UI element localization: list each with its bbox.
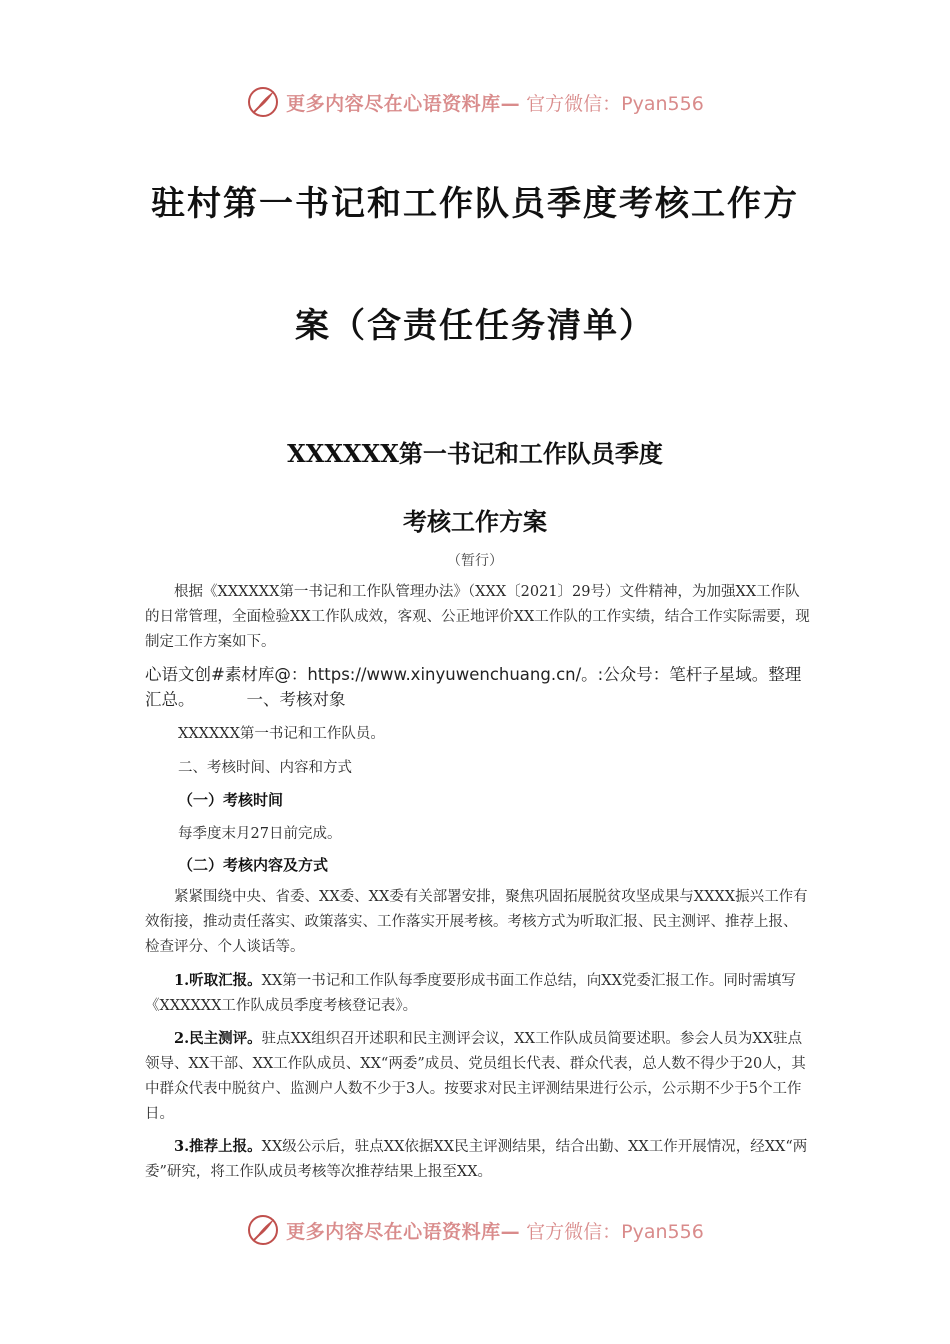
section1-content: XXXXXX第一书记和工作队员。 bbox=[178, 726, 385, 742]
subtitle-line2: 考核工作方案 bbox=[403, 507, 547, 536]
document-title-line2: 案（含责任任务清单） bbox=[295, 306, 655, 346]
item-lead-3: 3.推荐上报。 bbox=[174, 1138, 262, 1155]
subsection2-content: 紧紧围绕中央、省委、XX委、XX委有关部署安排，聚焦巩固拓展脱贫攻坚成果与XXXX振兴工作有效衔接，推动责任落实、政策落实、工作落实开展考核。考核方式为听取汇报、民主测评、推荐上报、检查评分、个人谈话等。 bbox=[145, 889, 808, 955]
watermark-right-text: 官方微信：Pyan556 bbox=[526, 92, 704, 115]
watermark-banner-bottom bbox=[0, 1210, 950, 1250]
subsection2-block bbox=[145, 885, 810, 960]
item-block-3 bbox=[145, 1134, 810, 1185]
section2-heading: 二、考核时间、内容和方式 bbox=[178, 760, 352, 776]
item-paragraph-3 bbox=[145, 1134, 810, 1185]
item-lead-2: 2.民主测评。 bbox=[174, 1030, 262, 1047]
watermark-left-text: 更多内容尽在心语资料库— bbox=[286, 92, 521, 115]
item-text-2: 驻点XX组织召开述职和民主测评会议，XX工作队成员简要述职。参会人员为XX驻点领导、XX干部、XX工作队成员、XX“两委”成员、党员组长代表、群众代表，总人数不得少于20人，其中群众代表中脱贫户、监测户人数不少于3人。按要求对民主评测结果进行公示，公示期不少于5个工作日。 bbox=[145, 1031, 806, 1122]
item-block-2 bbox=[145, 1026, 810, 1127]
item-text-3: XX级公示后，驻点XX依据XX民主评测结果，结合出勤、XX工作开展情况，经XX“两委”研究，将工作队成员考核等次推荐结果上报至XX。 bbox=[145, 1139, 808, 1180]
source-line bbox=[145, 662, 810, 712]
source-text: 心语文创#素材库@：https://www.xinyuwenchuang.cn/。:公众号：笔杆子星域。整理汇总。 bbox=[145, 665, 802, 709]
subsection1-content: 每季度末月27日前完成。 bbox=[178, 826, 342, 842]
quill-seal-icon bbox=[246, 1213, 280, 1247]
subsection1-heading: （一）考核时间 bbox=[178, 791, 284, 809]
item-block-1 bbox=[145, 968, 810, 1019]
quill-seal-icon bbox=[246, 85, 280, 119]
subtitle-line1: XXXXXX第一书记和工作队员季度 bbox=[287, 439, 663, 468]
item-text-1: XX第一书记和工作队每季度要形成书面工作总结，向XX党委汇报工作。同时需填写《XXXXXX工作队成员季度考核登记表》。 bbox=[145, 973, 796, 1014]
intro-paragraph-block bbox=[145, 580, 810, 655]
tentative-note: （暂行） bbox=[447, 553, 503, 569]
watermark-left-text: 更多内容尽在心语资料库— bbox=[286, 1220, 521, 1243]
intro-paragraph: 根据《XXXXXX第一书记和工作队管理办法》（XXX〔2021〕29号）文件精神，为加强XX工作队的日常管理，全面检验XX工作队成效，客观、公正地评价XX工作队的工作实绩，结合工作实际需要，现制定工作方案如下。 bbox=[145, 584, 810, 650]
watermark-banner-top bbox=[0, 82, 950, 122]
item-paragraph-2 bbox=[145, 1026, 810, 1127]
subsection2-heading: （二）考核内容及方式 bbox=[178, 856, 329, 874]
watermark-right-text: 官方微信：Pyan556 bbox=[526, 1220, 704, 1243]
item-paragraph-1 bbox=[145, 968, 810, 1019]
section1-heading: 一、考核对象 bbox=[246, 690, 346, 709]
document-title-line1: 驻村第一书记和工作队员季度考核工作方 bbox=[151, 184, 799, 224]
item-lead-1: 1.听取汇报。 bbox=[174, 972, 262, 989]
